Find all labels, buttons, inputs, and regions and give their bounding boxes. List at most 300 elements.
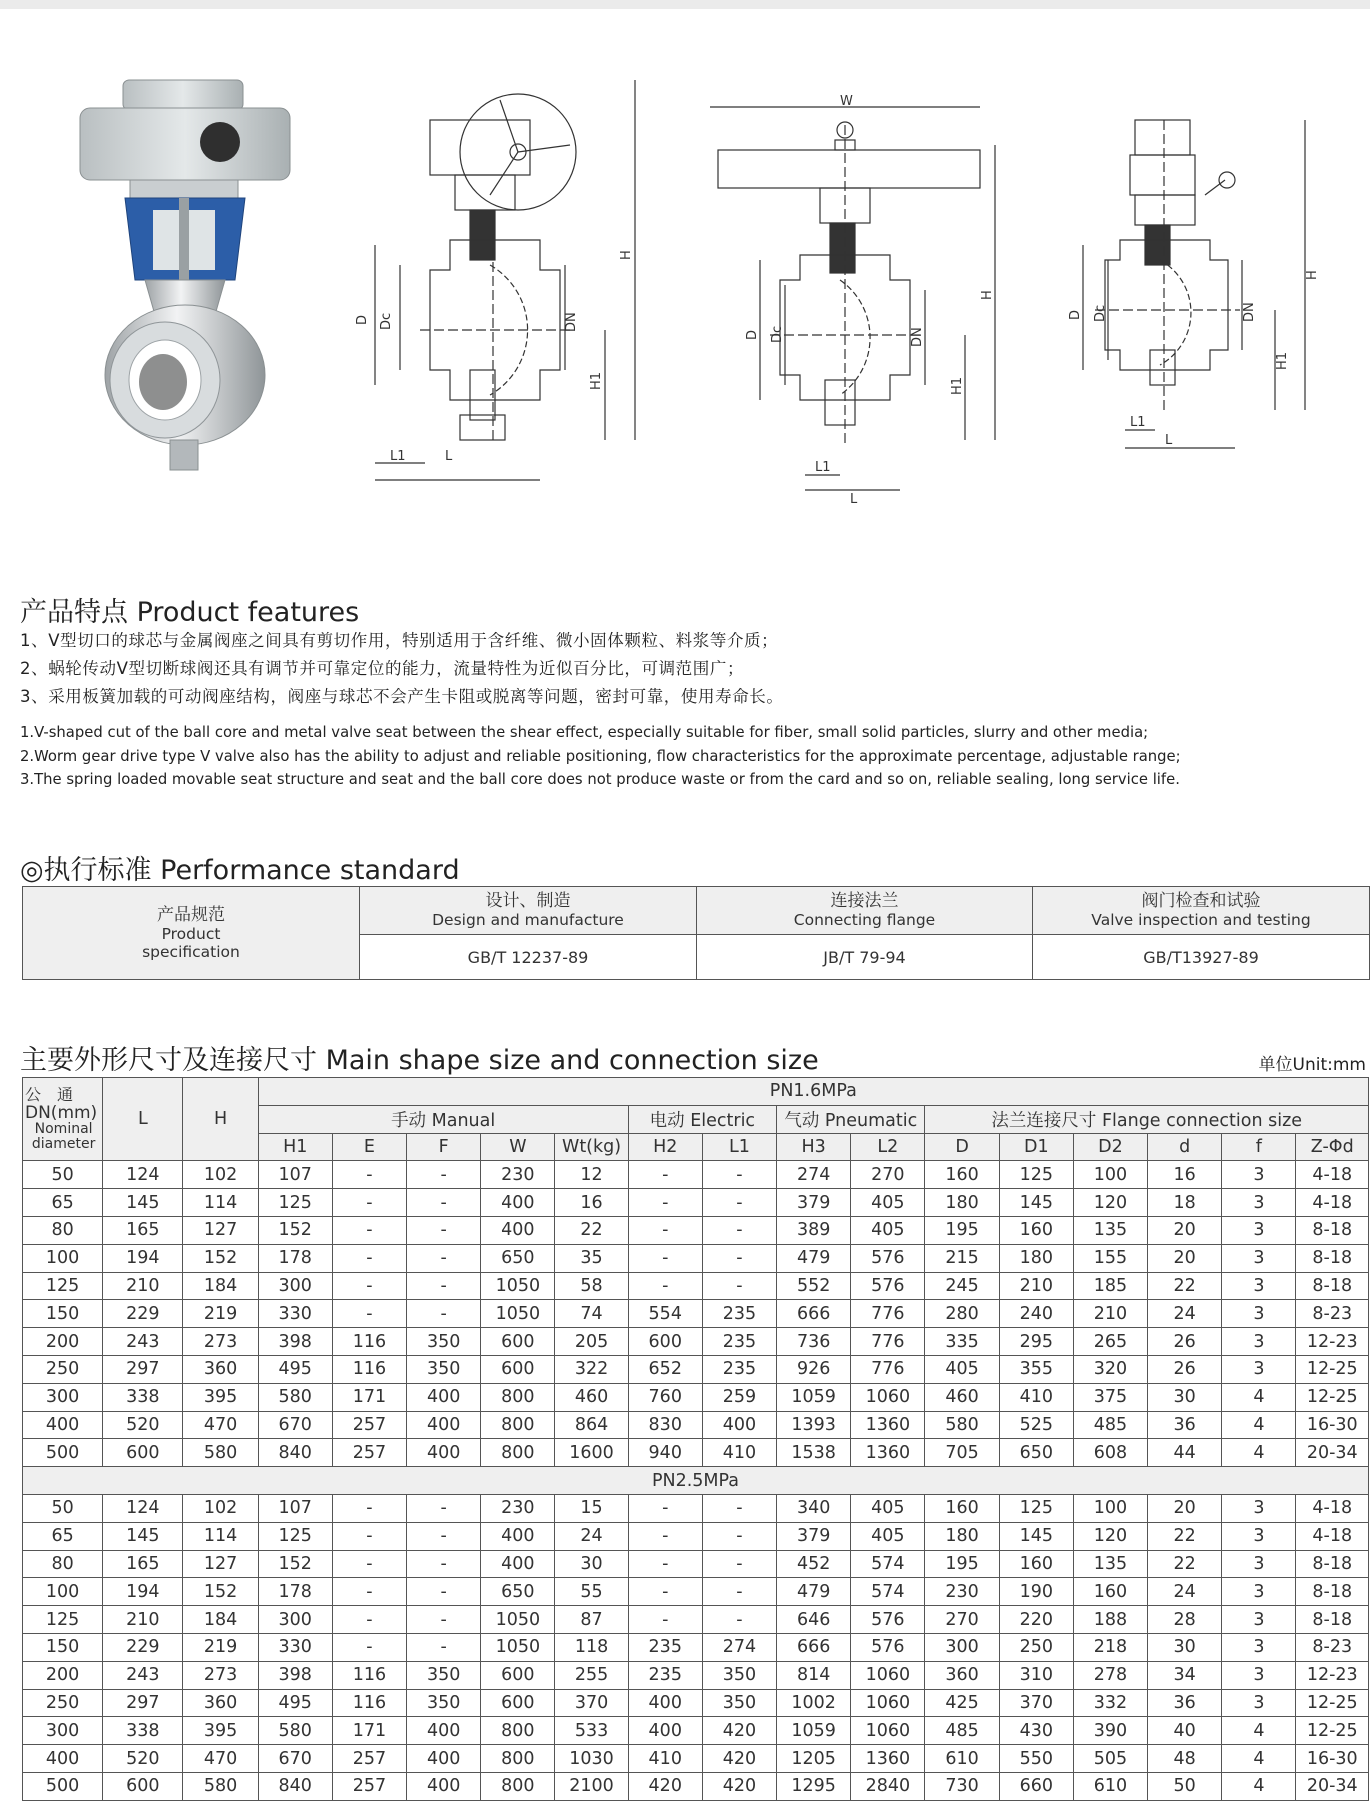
table-cell: 184 xyxy=(183,1272,258,1300)
table-cell: 12-25 xyxy=(1296,1355,1369,1383)
table-cell: - xyxy=(407,1216,481,1244)
group-electric: 电动 Electric xyxy=(628,1105,776,1133)
dimensions-table xyxy=(22,1077,1369,1801)
table-cell: 335 xyxy=(925,1328,999,1356)
subheader-cell: E xyxy=(332,1133,406,1161)
table-cell: 776 xyxy=(851,1300,925,1328)
table-cell: - xyxy=(332,1244,406,1272)
table-cell: 574 xyxy=(851,1578,925,1606)
table-cell: 1060 xyxy=(851,1689,925,1717)
table-cell: 12 xyxy=(555,1161,628,1189)
table-cell: - xyxy=(702,1189,776,1217)
table-cell: - xyxy=(407,1300,481,1328)
table-cell: 379 xyxy=(777,1189,851,1217)
subheader-cell: Wt(kg) xyxy=(555,1133,628,1161)
drawing1-L: L xyxy=(445,449,453,464)
table-cell: 270 xyxy=(851,1161,925,1189)
table-row xyxy=(23,1661,1369,1689)
table-cell: 65 xyxy=(23,1189,103,1217)
table-cell: - xyxy=(628,1244,702,1272)
table-cell: 350 xyxy=(407,1328,481,1356)
table-cell: 1050 xyxy=(481,1300,555,1328)
table-cell: 116 xyxy=(332,1689,406,1717)
feature-en-2: 2.Worm gear drive type V valve also has the ability to adjust and reliable positioning, flow characteristics for the approximate percentage, adjustable range; xyxy=(20,748,1181,765)
table-cell: - xyxy=(332,1189,406,1217)
table-cell: 145 xyxy=(999,1189,1073,1217)
table-cell: 273 xyxy=(183,1661,258,1689)
table-cell: 400 xyxy=(407,1383,481,1411)
subheader-cell: H2 xyxy=(628,1133,702,1161)
table-cell: 180 xyxy=(925,1189,999,1217)
table-cell: - xyxy=(407,1494,481,1522)
table-cell: 400 xyxy=(23,1411,103,1439)
table-cell: 360 xyxy=(925,1661,999,1689)
table-cell: 410 xyxy=(702,1439,776,1467)
table-cell: 4-18 xyxy=(1296,1161,1369,1189)
table-cell: 26 xyxy=(1148,1355,1222,1383)
table-cell: 405 xyxy=(925,1355,999,1383)
table-cell: 600 xyxy=(628,1328,702,1356)
table-cell: 338 xyxy=(103,1717,183,1745)
table-cell: 3 xyxy=(1222,1161,1296,1189)
table-row xyxy=(23,1550,1369,1578)
table-cell: 485 xyxy=(1073,1411,1147,1439)
drawing1-L1: L1 xyxy=(390,449,406,464)
table-cell: 1060 xyxy=(851,1383,925,1411)
table-cell: 3 xyxy=(1222,1522,1296,1550)
table-cell: 395 xyxy=(183,1383,258,1411)
table-cell: 257 xyxy=(332,1411,406,1439)
table-cell: 30 xyxy=(555,1550,628,1578)
table-cell: 22 xyxy=(1148,1522,1222,1550)
pn25-header: PN2.5MPa xyxy=(23,1467,1369,1495)
table-cell: 705 xyxy=(925,1439,999,1467)
table-cell: 300 xyxy=(23,1717,103,1745)
table-cell: 34 xyxy=(1148,1661,1222,1689)
table-cell: 102 xyxy=(183,1494,258,1522)
table-cell: 116 xyxy=(332,1328,406,1356)
table-row xyxy=(23,1244,1369,1272)
table-cell: 125 xyxy=(999,1161,1073,1189)
table-cell: 160 xyxy=(1073,1578,1147,1606)
table-cell: 265 xyxy=(1073,1328,1147,1356)
col-L: L xyxy=(103,1078,183,1161)
drawing2-W: W xyxy=(840,94,853,109)
table-cell: 3 xyxy=(1222,1578,1296,1606)
table-cell: 610 xyxy=(925,1745,999,1773)
table-cell: 243 xyxy=(103,1328,183,1356)
table-row xyxy=(23,1272,1369,1300)
table-cell: 20 xyxy=(1148,1494,1222,1522)
features-title: 产品特点 Product features xyxy=(20,597,360,628)
table-cell: 150 xyxy=(23,1300,103,1328)
table-cell: 152 xyxy=(183,1578,258,1606)
table-cell: 8-18 xyxy=(1296,1272,1369,1300)
table-cell: 124 xyxy=(103,1161,183,1189)
table-cell: 55 xyxy=(555,1578,628,1606)
table-cell: - xyxy=(628,1578,702,1606)
table-row xyxy=(23,1689,1369,1717)
table-cell: 12-25 xyxy=(1296,1717,1369,1745)
table-cell: 1050 xyxy=(481,1606,555,1634)
table-cell: 420 xyxy=(702,1745,776,1773)
group-manual: 手动 Manual xyxy=(258,1105,628,1133)
table-cell: 26 xyxy=(1148,1328,1222,1356)
table-cell: 20-34 xyxy=(1296,1772,1369,1800)
table-cell: 800 xyxy=(481,1745,555,1773)
table-row xyxy=(23,1411,1369,1439)
table-cell: 250 xyxy=(999,1633,1073,1661)
table-cell: 864 xyxy=(555,1411,628,1439)
std-value-design: GB/T 12237-89 xyxy=(360,935,697,980)
product-spec-en2: specification xyxy=(142,942,240,961)
table-cell: 600 xyxy=(481,1328,555,1356)
table-cell: 760 xyxy=(628,1383,702,1411)
table-cell: 398 xyxy=(258,1328,332,1356)
table-cell: 195 xyxy=(925,1216,999,1244)
table-cell: 4 xyxy=(1222,1772,1296,1800)
dn-header-en2: diameter xyxy=(31,1136,96,1153)
table-cell: 470 xyxy=(183,1411,258,1439)
drawing1-H: H xyxy=(619,250,634,260)
table-cell: 1393 xyxy=(777,1411,851,1439)
table-cell: 107 xyxy=(258,1161,332,1189)
table-cell: 580 xyxy=(183,1439,258,1467)
subheader-cell: D1 xyxy=(999,1133,1073,1161)
std-head-flange-zh: 连接法兰 xyxy=(830,891,899,911)
pn25-body xyxy=(23,1494,1369,1800)
table-cell: 243 xyxy=(103,1661,183,1689)
table-cell: 178 xyxy=(258,1244,332,1272)
table-cell: 410 xyxy=(999,1383,1073,1411)
table-cell: 152 xyxy=(183,1244,258,1272)
table-cell: 4-18 xyxy=(1296,1522,1369,1550)
table-cell: 171 xyxy=(332,1383,406,1411)
table-cell: 576 xyxy=(851,1633,925,1661)
table-cell: 340 xyxy=(777,1494,851,1522)
table-cell: 36 xyxy=(1148,1411,1222,1439)
std-head-inspection-en: Valve inspection and testing xyxy=(1091,911,1311,929)
table-cell: 670 xyxy=(258,1745,332,1773)
table-cell: 495 xyxy=(258,1355,332,1383)
subheader-cell: L1 xyxy=(702,1133,776,1161)
table-cell: 776 xyxy=(851,1328,925,1356)
table-cell: - xyxy=(628,1272,702,1300)
drawing2-D: D xyxy=(745,329,760,340)
std-head-inspection-zh: 阀门检查和试验 xyxy=(1141,891,1261,911)
table-cell: - xyxy=(407,1161,481,1189)
table-cell: - xyxy=(407,1244,481,1272)
table-cell: 229 xyxy=(103,1300,183,1328)
table-cell: 125 xyxy=(258,1189,332,1217)
std-value-flange: JB/T 79-94 xyxy=(697,935,1033,980)
table-cell: 350 xyxy=(702,1689,776,1717)
table-cell: 230 xyxy=(925,1578,999,1606)
table-cell: 554 xyxy=(628,1300,702,1328)
table-cell: 600 xyxy=(481,1355,555,1383)
table-cell: 1002 xyxy=(777,1689,851,1717)
table-cell: 525 xyxy=(999,1411,1073,1439)
table-cell: 800 xyxy=(481,1772,555,1800)
table-cell: 3 xyxy=(1222,1661,1296,1689)
table-cell: - xyxy=(332,1216,406,1244)
table-cell: 74 xyxy=(555,1300,628,1328)
table-cell: 250 xyxy=(23,1689,103,1717)
table-cell: 370 xyxy=(999,1689,1073,1717)
table-row xyxy=(23,1578,1369,1606)
table-cell: 100 xyxy=(1073,1494,1147,1522)
table-cell: 3 xyxy=(1222,1244,1296,1272)
table-cell: 3 xyxy=(1222,1689,1296,1717)
dn-header-zh: 公 通 xyxy=(25,1085,74,1105)
table-cell: 379 xyxy=(777,1522,851,1550)
table-row xyxy=(23,1300,1369,1328)
table-cell: 273 xyxy=(183,1328,258,1356)
feature-en-3: 3.The spring loaded movable seat structure and seat and the ball core does not produce waste or from the card and so on, reliable sealing, long service life. xyxy=(20,771,1180,788)
table-cell: 102 xyxy=(183,1161,258,1189)
table-cell: 235 xyxy=(628,1661,702,1689)
table-cell: 4 xyxy=(1222,1383,1296,1411)
table-row xyxy=(23,1745,1369,1773)
table-cell: - xyxy=(407,1578,481,1606)
table-cell: 3 xyxy=(1222,1216,1296,1244)
table-row xyxy=(23,1606,1369,1634)
table-cell: 16 xyxy=(555,1189,628,1217)
drawing-worm-gear xyxy=(355,70,660,510)
table-cell: 600 xyxy=(481,1661,555,1689)
table-cell: 600 xyxy=(481,1689,555,1717)
table-cell: 250 xyxy=(23,1355,103,1383)
table-cell: 814 xyxy=(777,1661,851,1689)
table-cell: 278 xyxy=(1073,1661,1147,1689)
table-cell: 495 xyxy=(258,1689,332,1717)
table-cell: 425 xyxy=(925,1689,999,1717)
drawing2-H1: H1 xyxy=(950,376,965,395)
table-cell: 400 xyxy=(407,1717,481,1745)
table-cell: 219 xyxy=(183,1300,258,1328)
table-cell: 22 xyxy=(555,1216,628,1244)
table-row xyxy=(23,1189,1369,1217)
table-cell: - xyxy=(628,1216,702,1244)
table-cell: 274 xyxy=(777,1161,851,1189)
table-cell: 776 xyxy=(851,1355,925,1383)
table-cell: 300 xyxy=(925,1633,999,1661)
table-cell: 4 xyxy=(1222,1439,1296,1467)
table-cell: 1060 xyxy=(851,1661,925,1689)
table-cell: 155 xyxy=(1073,1244,1147,1272)
table-cell: 145 xyxy=(999,1522,1073,1550)
subheader-cell: W xyxy=(481,1133,555,1161)
table-cell: 736 xyxy=(777,1328,851,1356)
subheader-cell: H3 xyxy=(777,1133,851,1161)
table-cell: 30 xyxy=(1148,1633,1222,1661)
table-cell: 8-18 xyxy=(1296,1244,1369,1272)
group-flange: 法兰连接尺寸 Flange connection size xyxy=(925,1105,1369,1133)
table-cell: 124 xyxy=(103,1494,183,1522)
table-cell: - xyxy=(332,1522,406,1550)
table-cell: 65 xyxy=(23,1522,103,1550)
table-cell: 270 xyxy=(925,1606,999,1634)
table-cell: 185 xyxy=(1073,1272,1147,1300)
subheader-cell: D2 xyxy=(1073,1133,1147,1161)
table-cell: 576 xyxy=(851,1606,925,1634)
table-cell: 150 xyxy=(23,1633,103,1661)
table-cell: 940 xyxy=(628,1439,702,1467)
table-cell: 135 xyxy=(1073,1550,1147,1578)
table-cell: 218 xyxy=(1073,1633,1147,1661)
table-cell: 20 xyxy=(1148,1244,1222,1272)
drawing-electric xyxy=(1060,110,1360,510)
table-cell: 100 xyxy=(23,1578,103,1606)
table-cell: 220 xyxy=(999,1606,1073,1634)
table-cell: 235 xyxy=(702,1355,776,1383)
table-cell: 145 xyxy=(103,1522,183,1550)
table-cell: 420 xyxy=(628,1772,702,1800)
table-cell: 840 xyxy=(258,1772,332,1800)
table-cell: 16 xyxy=(1148,1161,1222,1189)
table-cell: - xyxy=(702,1216,776,1244)
table-cell: 171 xyxy=(332,1717,406,1745)
table-cell: - xyxy=(332,1550,406,1578)
table-cell: 430 xyxy=(999,1717,1073,1745)
table-cell: 215 xyxy=(925,1244,999,1272)
table-cell: 1360 xyxy=(851,1411,925,1439)
table-cell: 12-25 xyxy=(1296,1689,1369,1717)
table-cell: - xyxy=(702,1578,776,1606)
table-cell: 375 xyxy=(1073,1383,1147,1411)
table-cell: 3 xyxy=(1222,1550,1296,1578)
group-pneumatic: 气动 Pneumatic xyxy=(777,1105,925,1133)
table-cell: - xyxy=(407,1550,481,1578)
table-cell: 2840 xyxy=(851,1772,925,1800)
table-cell: 580 xyxy=(183,1772,258,1800)
table-cell: 390 xyxy=(1073,1717,1147,1745)
table-cell: 4-18 xyxy=(1296,1189,1369,1217)
table-cell: 20 xyxy=(1148,1216,1222,1244)
subheader-cell: F xyxy=(407,1133,481,1161)
table-cell: 350 xyxy=(702,1661,776,1689)
table-cell: - xyxy=(628,1522,702,1550)
std-head-design-zh: 设计、制造 xyxy=(485,891,571,911)
table-cell: 12-23 xyxy=(1296,1328,1369,1356)
table-cell: 230 xyxy=(481,1494,555,1522)
table-row xyxy=(23,1494,1369,1522)
table-cell: 114 xyxy=(183,1522,258,1550)
std-head-flange-en: Connecting flange xyxy=(793,911,936,929)
table-cell: 8-18 xyxy=(1296,1578,1369,1606)
table-cell: 800 xyxy=(481,1383,555,1411)
table-cell: 100 xyxy=(1073,1161,1147,1189)
table-cell: 670 xyxy=(258,1411,332,1439)
drawing2-DN: DN xyxy=(910,327,925,347)
table-cell: 800 xyxy=(481,1717,555,1745)
table-cell: 400 xyxy=(481,1522,555,1550)
table-cell: 398 xyxy=(258,1661,332,1689)
drawing2-L: L xyxy=(850,492,858,507)
table-cell: 479 xyxy=(777,1578,851,1606)
table-cell: 580 xyxy=(258,1383,332,1411)
table-cell: 107 xyxy=(258,1494,332,1522)
table-cell: 1295 xyxy=(777,1772,851,1800)
table-cell: 800 xyxy=(481,1411,555,1439)
table-cell: 12-23 xyxy=(1296,1661,1369,1689)
drawing1-D: D xyxy=(355,314,370,325)
table-cell: - xyxy=(702,1550,776,1578)
table-cell: 274 xyxy=(702,1633,776,1661)
table-cell: 230 xyxy=(481,1161,555,1189)
table-cell: 460 xyxy=(555,1383,628,1411)
table-cell: 1600 xyxy=(555,1439,628,1467)
table-cell: 255 xyxy=(555,1661,628,1689)
table-cell: 114 xyxy=(183,1189,258,1217)
table-cell: 24 xyxy=(1148,1578,1222,1606)
table-cell: 3 xyxy=(1222,1189,1296,1217)
table-cell: 22 xyxy=(1148,1272,1222,1300)
table-cell: 1538 xyxy=(777,1439,851,1467)
table-cell: 350 xyxy=(407,1689,481,1717)
std-head-design xyxy=(360,887,697,935)
table-cell: 180 xyxy=(925,1522,999,1550)
table-cell: 210 xyxy=(999,1272,1073,1300)
table-cell: 200 xyxy=(23,1661,103,1689)
table-cell: - xyxy=(407,1633,481,1661)
table-cell: - xyxy=(407,1522,481,1550)
table-cell: 3 xyxy=(1222,1494,1296,1522)
table-cell: 576 xyxy=(851,1244,925,1272)
feature-zh-1: 1、V型切口的球芯与金属阀座之间具有剪切作用，特别适用于含纤维、微小固体颗粒、料浆等介质； xyxy=(20,631,779,650)
table-row xyxy=(23,1328,1369,1356)
dimensions-title: 主要外形尺寸及连接尺寸 Main shape size and connection size xyxy=(20,1045,819,1076)
table-cell: 300 xyxy=(258,1272,332,1300)
table-cell: - xyxy=(702,1606,776,1634)
pn16-header: PN1.6MPa xyxy=(258,1078,1368,1106)
table-cell: - xyxy=(332,1578,406,1606)
table-cell: 116 xyxy=(332,1355,406,1383)
drawing3-H1: H1 xyxy=(1275,351,1290,370)
table-cell: 389 xyxy=(777,1216,851,1244)
table-cell: 400 xyxy=(407,1745,481,1773)
table-cell: - xyxy=(332,1606,406,1634)
table-cell: - xyxy=(702,1494,776,1522)
std-value-inspection: GB/T13927-89 xyxy=(1033,935,1370,980)
table-cell: 160 xyxy=(925,1161,999,1189)
table-cell: 3 xyxy=(1222,1355,1296,1383)
drawing1-DN: DN xyxy=(564,312,579,332)
table-cell: 338 xyxy=(103,1383,183,1411)
table-cell: 355 xyxy=(999,1355,1073,1383)
table-cell: - xyxy=(628,1550,702,1578)
table-cell: 160 xyxy=(925,1494,999,1522)
table-cell: 210 xyxy=(103,1606,183,1634)
table-cell: 240 xyxy=(999,1300,1073,1328)
table-cell: 1030 xyxy=(555,1745,628,1773)
dn-header-main: DN(mm) xyxy=(25,1103,98,1124)
table-cell: 118 xyxy=(555,1633,628,1661)
subheader-cell: H1 xyxy=(258,1133,332,1161)
table-row xyxy=(23,1355,1369,1383)
dn-header xyxy=(23,1078,103,1161)
table-cell: 257 xyxy=(332,1745,406,1773)
table-cell: 600 xyxy=(103,1439,183,1467)
table-cell: 395 xyxy=(183,1717,258,1745)
table-cell: 48 xyxy=(1148,1745,1222,1773)
table-cell: 1050 xyxy=(481,1633,555,1661)
table-cell: 16-30 xyxy=(1296,1411,1369,1439)
table-cell: 35 xyxy=(555,1244,628,1272)
table-cell: 332 xyxy=(1073,1689,1147,1717)
table-cell: 505 xyxy=(1073,1745,1147,1773)
table-cell: 125 xyxy=(23,1606,103,1634)
